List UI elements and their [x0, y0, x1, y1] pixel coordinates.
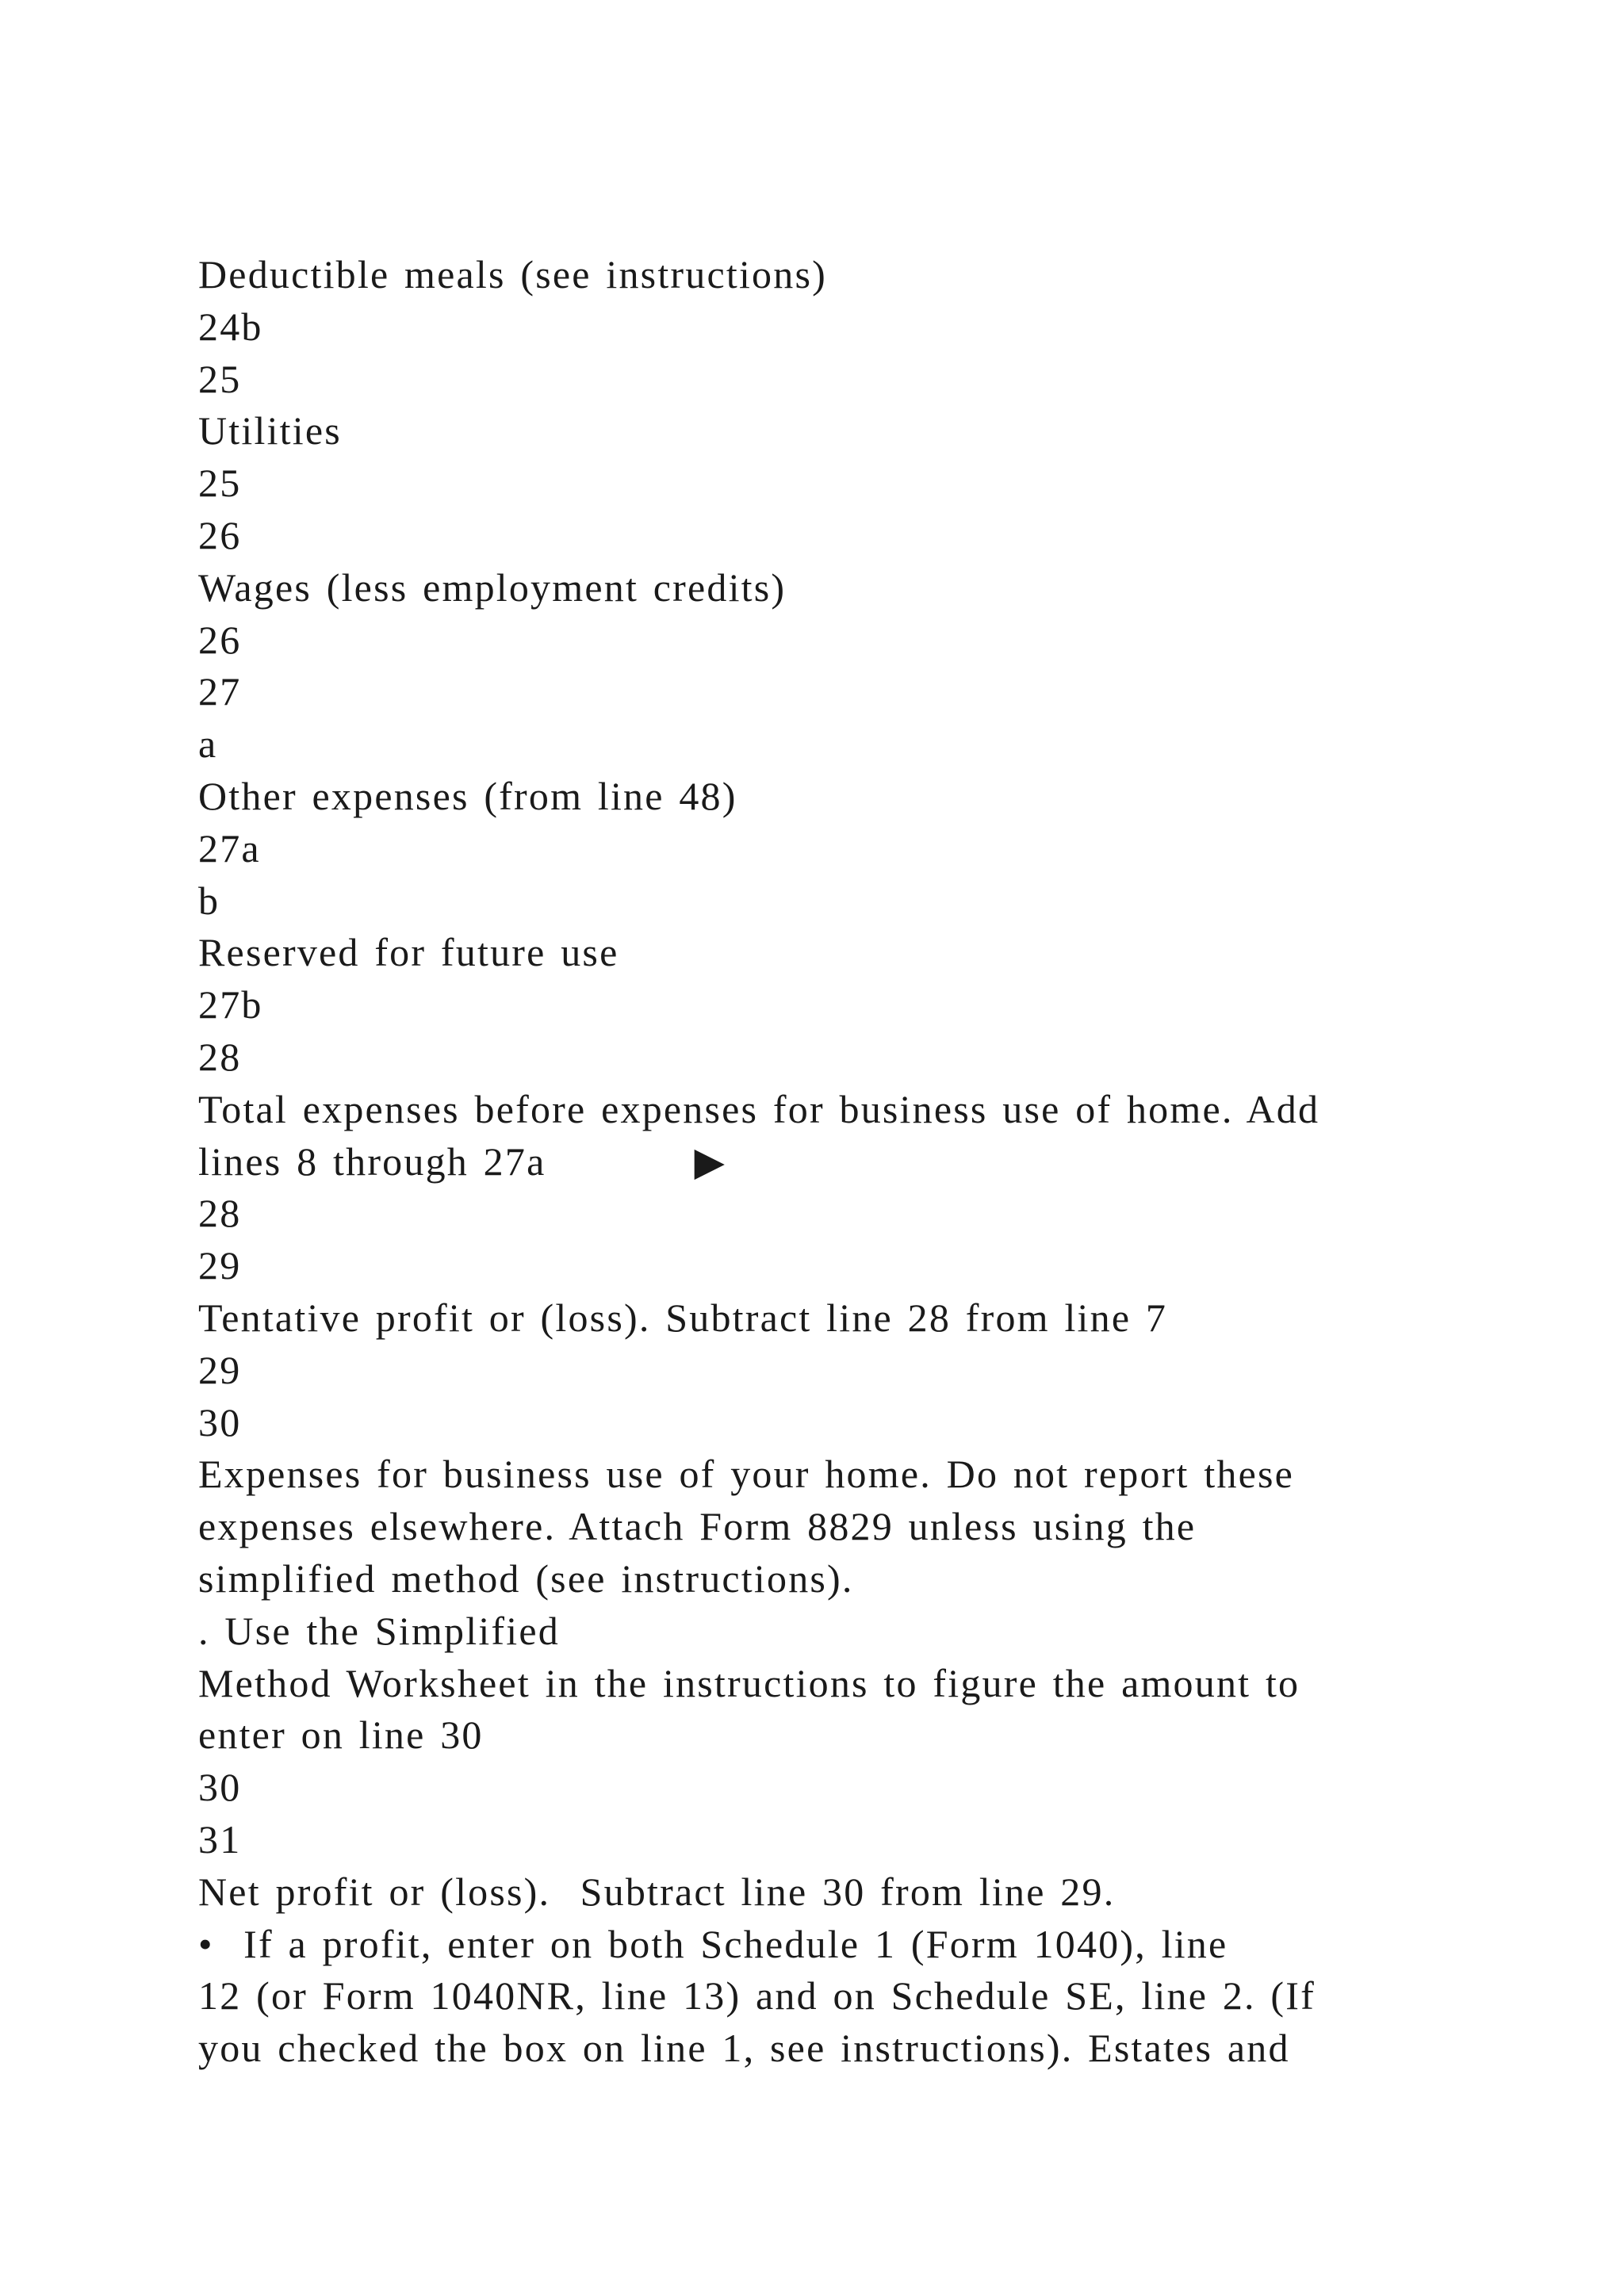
line-number-30: 30	[198, 1399, 242, 1445]
line-label-home-expenses: Expenses for business use of your home. Do not report these	[198, 1452, 1295, 1497]
line-number-28: 28	[198, 1034, 242, 1079]
line-number-27: 27	[198, 669, 242, 714]
line-label-tentative-profit: Tentative profit or (loss). Subtract line 28 from line 7	[198, 1295, 1168, 1340]
line-label-home-expenses-cont2: simplified method (see instructions).	[198, 1556, 854, 1601]
line-label-utilities: Utilities	[198, 408, 342, 453]
line-label-deductible-meals: Deductible meals (see instructions)	[198, 252, 827, 297]
line-number-26-box: 26	[198, 617, 242, 662]
line-label-enter-line-30: enter on line 30	[198, 1712, 484, 1758]
line-sub-b: b	[198, 878, 220, 923]
line-number-29: 29	[198, 1243, 242, 1288]
line-label-home-expenses-cont1: expenses elsewhere. Attach Form 8829 unless using the	[198, 1504, 1197, 1549]
line-bullet-profit: • If a profit, enter on both Schedule 1 (Form 1040), line	[198, 1921, 1228, 1966]
document-text	[198, 249, 1546, 2075]
line-number-25: 25	[198, 356, 242, 401]
line-number-27b: 27b	[198, 982, 263, 1027]
line-label-total-expenses-cont: lines 8 through 27a ▶	[198, 1138, 727, 1184]
line-number-26: 26	[198, 512, 242, 557]
line-label-total-expenses: Total expenses before expenses for business use of home. Add	[198, 1086, 1320, 1131]
line-number-30-box: 30	[198, 1765, 242, 1810]
line-sub-a: a	[198, 721, 218, 767]
line-number-29-box: 29	[198, 1347, 242, 1392]
line-number-27a: 27a	[198, 825, 261, 871]
line-number-25-box: 25	[198, 461, 242, 506]
line-label-wages: Wages (less employment credits)	[198, 564, 787, 610]
line-number-28-box: 28	[198, 1191, 242, 1236]
line-label-worksheet: Method Worksheet in the instructions to figure the amount to	[198, 1660, 1300, 1705]
line-number-31: 31	[198, 1816, 242, 1862]
line-number-24b: 24b	[198, 304, 263, 349]
line-label-other-expenses: Other expenses (from line 48)	[198, 773, 737, 818]
line-label-net-profit: Net profit or (loss). Subtract line 30 from line 29.	[198, 1869, 1116, 1914]
line-bullet-profit-cont1: 12 (or Form 1040NR, line 13) and on Schedule SE, line 2. (If	[198, 1973, 1316, 2019]
line-bullet-profit-cont2: you checked the box on line 1, see instructions). Estates and	[198, 2026, 1290, 2071]
line-label-reserved: Reserved for future use	[198, 930, 619, 975]
line-label-simplified: . Use the Simplified	[198, 1608, 560, 1653]
